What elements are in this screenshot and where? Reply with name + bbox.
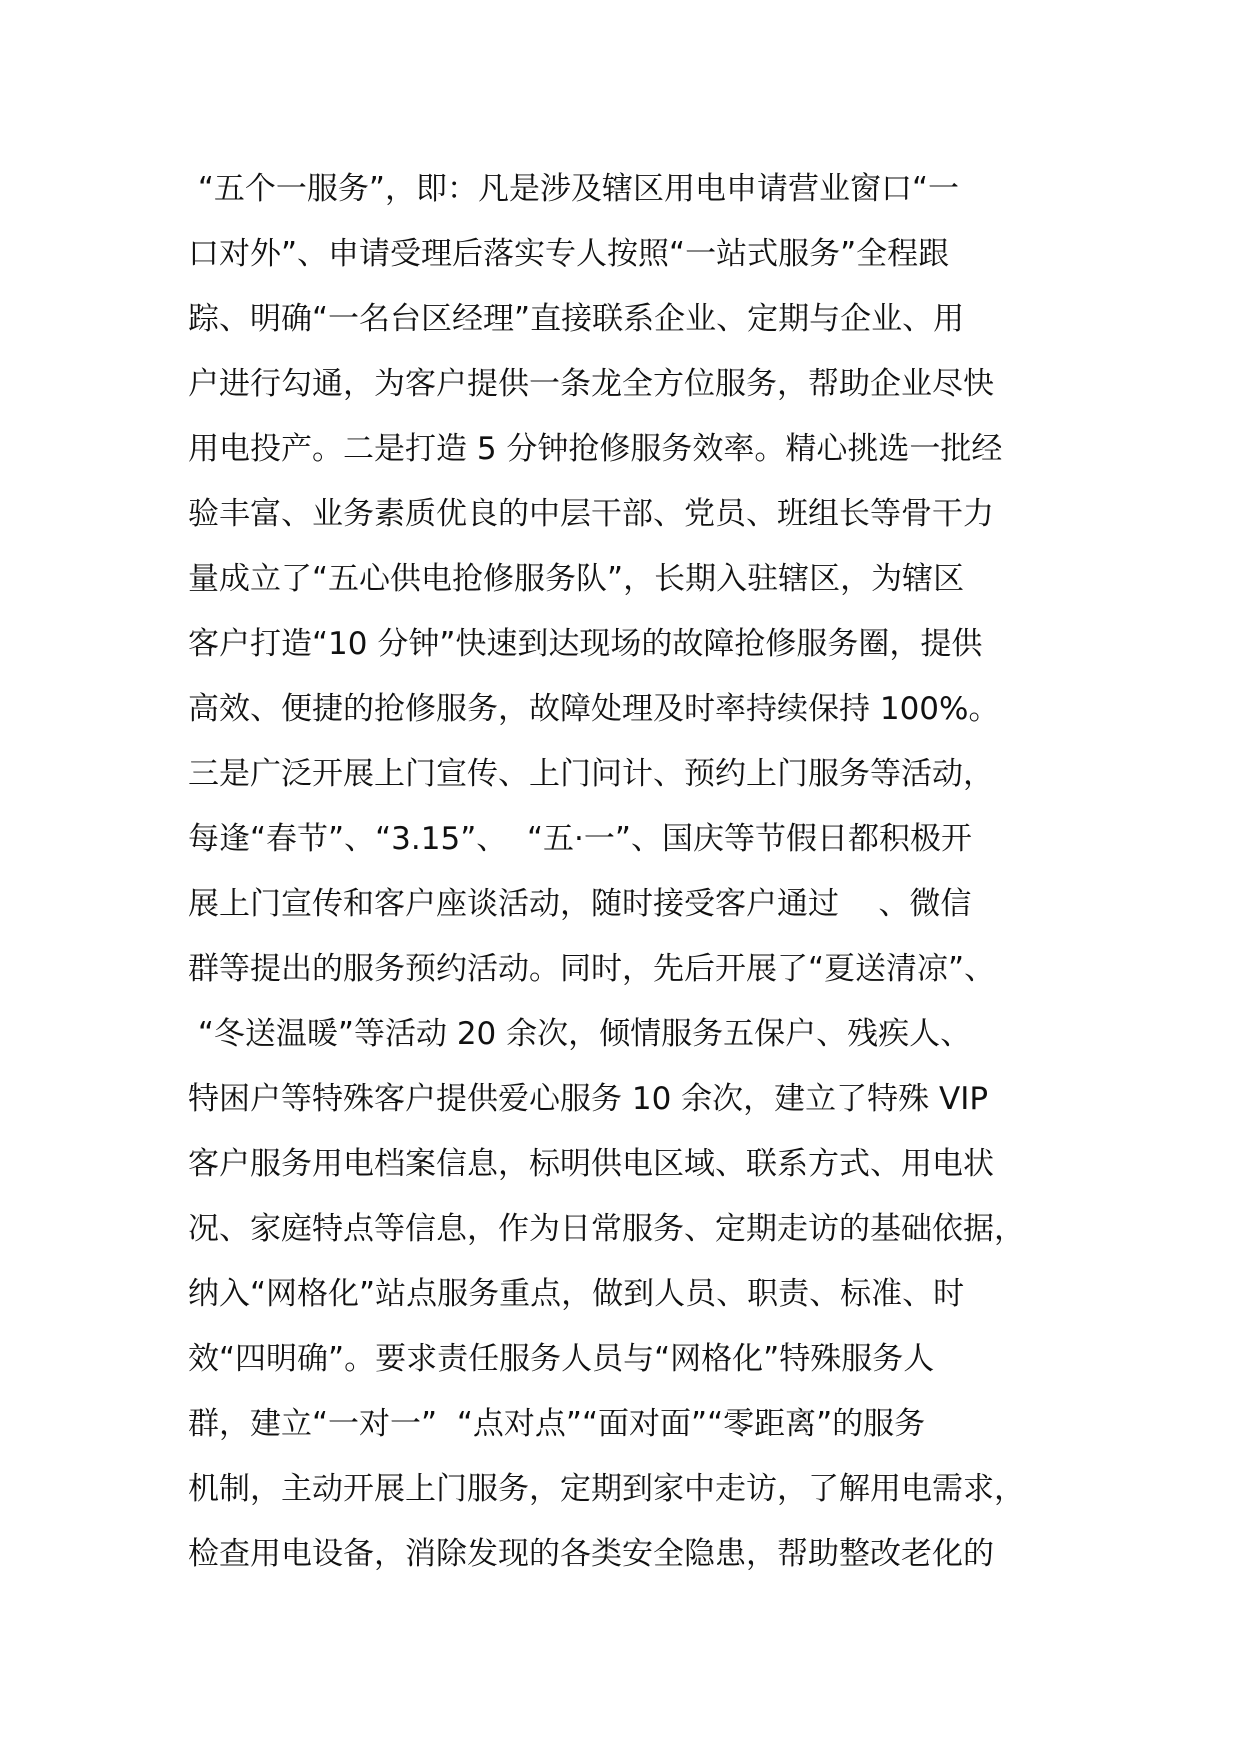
text-line: 用电投产。二是打造 5 分钟抢修服务效率。精心挑选一批经 [188,431,1003,467]
text-line: 检查用电设备，消除发现的各类安全隐患，帮助整改老化的 [188,1536,994,1572]
text-line: 客户打造“10 分钟”快速到达现场的故障抢修服务圈，提供 [188,626,983,662]
text-line: 踪、明确“一名台区经理”直接联系企业、定期与企业、用 [188,301,965,337]
text-line: 纳入“网格化”站点服务重点，做到人员、职责、标准、时 [188,1276,965,1312]
text-line: “冬送温暖”等活动 20 余次，倾情服务五保户、残疾人、 [188,1016,972,1052]
text-line: 户进行勾通，为客户提供一条龙全方位服务，帮助企业尽快 [188,366,994,402]
text-line: 况、家庭特点等信息，作为日常服务、定期走访的基础依据， [188,1211,1025,1247]
text-line: 高效、便捷的抢修服务，故障处理及时率持续保持 100%。 [188,691,1000,727]
text-line: 客户服务用电档案信息，标明供电区域、联系方式、用电状 [188,1146,994,1182]
text-line: 群，建立“一对一” “点对点”“面对面”“零距离”的服务 [188,1406,926,1442]
text-line: 每逢“春节”、“3.15”、 “五·一”、国庆等节假日都积极开 [188,821,972,857]
text-line: 三是广泛开展上门宣传、上门问计、预约上门服务等活动， [188,756,994,792]
text-line: 群等提出的服务预约活动。同时，先后开展了“夏送清凉”、 [188,951,996,987]
body-paragraph [188,157,1068,1587]
text-line: “五个一服务”，即：凡是涉及辖区用电申请营业窗口“一 [188,171,960,207]
text-line: 验丰富、业务素质优良的中层干部、党员、班组长等骨干力 [188,496,994,532]
text-line: 机制，主动开展上门服务，定期到家中走访，了解用电需求， [188,1471,1025,1507]
text-line: 特困户等特殊客户提供爱心服务 10 余次，建立了特殊 VIP [188,1081,989,1117]
text-line: 效“四明确”。要求责任服务人员与“网格化”特殊服务人 [188,1341,935,1377]
text-line: 口对外”、申请受理后落实专人按照“一站式服务”全程跟 [188,236,950,272]
text-line: 展上门宣传和客户座谈活动，随时接受客户通过 、微信 [188,886,972,922]
text-line: 量成立了“五心供电抢修服务队”，长期入驻辖区，为辖区 [188,561,965,597]
